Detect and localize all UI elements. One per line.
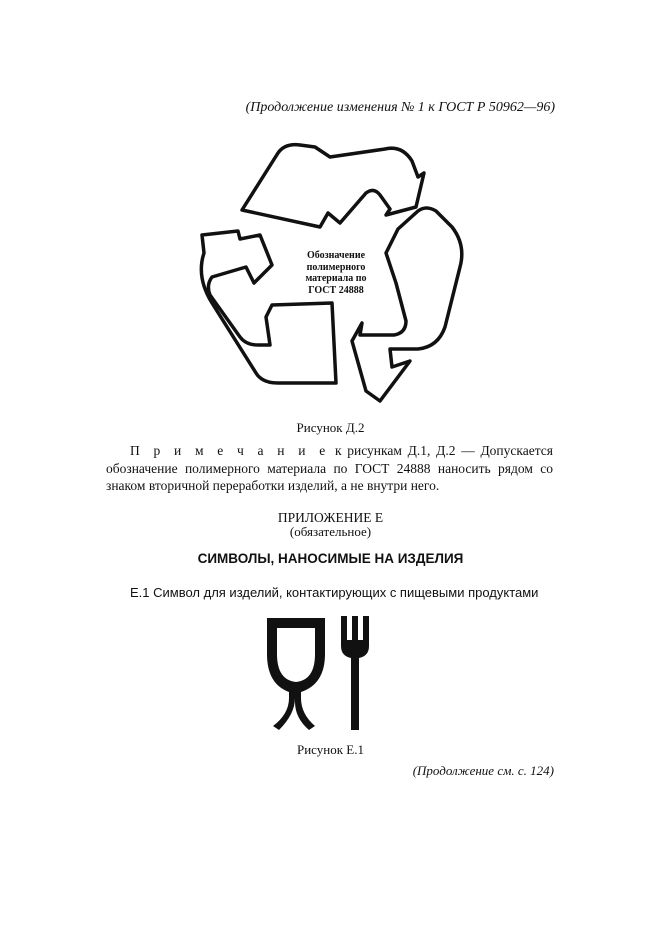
clause-e1: Е.1 Символ для изделий, контактирующих с пищевыми продуктами bbox=[130, 585, 539, 600]
page-header: (Продолжение изменения № 1 к ГОСТ Р 50962—96) bbox=[245, 100, 555, 115]
section-title: СИМВОЛЫ, НАНОСИМЫЕ НА ИЗДЕЛИЯ bbox=[197, 551, 464, 566]
note-lead: П р и м е ч а н и е bbox=[130, 443, 330, 458]
inner-label-line: полимерного bbox=[306, 261, 366, 273]
note-text: к рисункам Д.1, Д.2 — Допускается обозначение полимерного материала по ГОСТ 24888 наносить рядом со знаком вторичной переработки изделий, а не внутри него. bbox=[106, 443, 553, 493]
note-paragraph bbox=[106, 442, 553, 495]
figure-e1-caption: Рисунок Е.1 bbox=[297, 742, 364, 757]
inner-label-line: ГОСТ 24888 bbox=[308, 284, 364, 296]
page-continuation: (Продолжение см. с. 124) bbox=[412, 763, 554, 778]
polymer-designation-label bbox=[298, 250, 374, 296]
appendix-subtitle: (обязательное) bbox=[289, 524, 372, 539]
figure-d2-caption: Рисунок Д.2 bbox=[296, 420, 365, 435]
inner-label-line: Обозначение bbox=[306, 250, 366, 261]
appendix-title: ПРИЛОЖЕНИЕ Е bbox=[277, 510, 384, 525]
glass-fork-icon bbox=[255, 614, 385, 734]
inner-label-line: материала по bbox=[305, 273, 367, 284]
